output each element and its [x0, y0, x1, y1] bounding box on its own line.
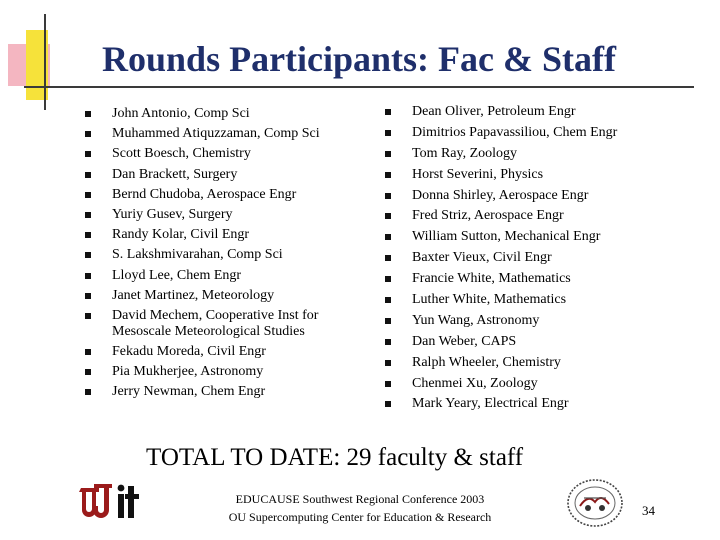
participant-item — [84, 288, 369, 304]
participant-item — [384, 271, 684, 287]
participant-item — [84, 227, 369, 243]
participant-item — [84, 126, 369, 142]
participant-name: Dimitrios Papavassiliou, Chem Engr — [412, 124, 618, 140]
participant-item — [84, 187, 369, 203]
footer-conference: EDUCAUSE Southwest Regional Conference 2003 — [235, 492, 485, 506]
participant-item — [84, 384, 369, 400]
bullet-square-icon — [85, 151, 91, 157]
bullet-square-icon — [385, 381, 391, 387]
participant-item — [384, 146, 684, 162]
bullet-square-icon — [85, 313, 91, 319]
bullet-square-icon — [385, 318, 391, 324]
bullet-square-icon — [85, 111, 91, 117]
participant-name: Mark Yeary, Electrical Engr — [412, 396, 569, 412]
participant-list-right — [384, 104, 684, 417]
bullet-square-icon — [85, 212, 91, 218]
participant-item — [84, 146, 369, 162]
participant-item — [384, 208, 684, 224]
decorative-horizontal-line — [24, 86, 694, 88]
decorative-vertical-line — [44, 14, 46, 110]
participant-item — [84, 364, 369, 380]
total-count: TOTAL TO DATE: 29 faculty & staff — [146, 444, 524, 471]
page-number: 34 — [642, 503, 655, 518]
footer-organization: OU Supercomputing Center for Education & Research — [228, 510, 492, 524]
participant-name: John Antonio, Comp Sci — [112, 106, 250, 121]
participant-name: David Mechem, Cooperative Inst for Mesoscale Meteorological Studies — [112, 307, 319, 339]
participant-item — [384, 292, 684, 308]
participant-item — [384, 376, 684, 392]
bullet-square-icon — [85, 131, 91, 137]
slide-title: Rounds Participants: Fac & Staff — [102, 39, 616, 79]
participant-name: Janet Martinez, Meteorology — [112, 287, 275, 303]
footer — [200, 490, 520, 526]
participant-name: Yun Wang, Astronomy — [412, 312, 540, 328]
bullet-square-icon — [85, 172, 91, 178]
participant-name: Jerry Newman, Chem Engr — [112, 384, 266, 400]
bullet-square-icon — [385, 109, 391, 115]
participant-name: S. Lakshmivarahan, Comp Sci — [112, 247, 283, 263]
bullet-square-icon — [85, 273, 91, 279]
bullet-square-icon — [385, 360, 391, 366]
participant-item — [384, 229, 684, 245]
participant-item — [384, 167, 684, 183]
participant-name: Dan Brackett, Surgery — [112, 166, 238, 182]
participant-item — [84, 344, 369, 360]
participant-item — [84, 207, 369, 223]
participant-name: Pia Mukherjee, Astronomy — [112, 364, 264, 380]
participant-name: Randy Kolar, Civil Engr — [112, 227, 250, 243]
ou-it-logo — [78, 478, 148, 526]
participant-name: Baxter Vieux, Civil Engr — [412, 250, 552, 266]
bullet-square-icon — [85, 252, 91, 258]
participant-item — [84, 167, 369, 183]
participant-item — [384, 334, 684, 350]
participant-name: Francie White, Mathematics — [412, 271, 571, 287]
participant-name: Bernd Chudoba, Aerospace Engr — [112, 186, 297, 202]
participant-item — [84, 247, 369, 263]
participant-item — [384, 188, 684, 204]
bullet-square-icon — [85, 192, 91, 198]
participant-item — [84, 308, 369, 340]
participant-name: Luther White, Mathematics — [412, 292, 567, 308]
bullet-square-icon — [385, 172, 391, 178]
participant-name: Chenmei Xu, Zoology — [412, 375, 538, 391]
bullet-square-icon — [385, 151, 391, 157]
bullet-square-icon — [385, 130, 391, 136]
participant-name: Dan Weber, CAPS — [412, 333, 517, 349]
participant-name: Yuriy Gusev, Surgery — [112, 206, 233, 222]
bullet-square-icon — [385, 193, 391, 199]
bullet-square-icon — [85, 349, 91, 355]
participant-item — [84, 106, 369, 122]
bullet-square-icon — [85, 232, 91, 238]
participant-item — [384, 125, 684, 141]
bullet-square-icon — [385, 297, 391, 303]
bullet-square-icon — [385, 276, 391, 282]
participant-item — [384, 396, 684, 412]
seal-emblem — [566, 478, 624, 528]
participant-name: Scott Boesch, Chemistry — [112, 146, 251, 162]
bullet-square-icon — [85, 369, 91, 375]
bullet-square-icon — [85, 389, 91, 395]
participant-name: Horst Severini, Physics — [412, 166, 544, 182]
bullet-square-icon — [385, 255, 391, 261]
participant-item — [384, 355, 684, 371]
participant-name: Lloyd Lee, Chem Engr — [112, 267, 242, 283]
bullet-square-icon — [85, 293, 91, 299]
participant-list-left — [84, 106, 369, 405]
participant-name: Dean Oliver, Petroleum Engr — [412, 104, 576, 119]
bullet-square-icon — [385, 213, 391, 219]
participant-item — [384, 250, 684, 266]
bullet-square-icon — [385, 234, 391, 240]
participant-name: Donna Shirley, Aerospace Engr — [412, 187, 589, 203]
participant-name: Muhammed Atiquzzaman, Comp Sci — [112, 126, 320, 142]
participant-name: Fekadu Moreda, Civil Engr — [112, 344, 266, 360]
participant-name: Fred Striz, Aerospace Engr — [412, 208, 564, 224]
participant-name: William Sutton, Mechanical Engr — [412, 229, 601, 245]
participant-item — [84, 268, 369, 284]
participant-item — [384, 104, 684, 120]
participant-name: Ralph Wheeler, Chemistry — [412, 354, 561, 370]
participant-name: Tom Ray, Zoology — [412, 145, 518, 161]
participant-item — [384, 313, 684, 329]
bullet-square-icon — [385, 401, 391, 407]
bullet-square-icon — [385, 339, 391, 345]
